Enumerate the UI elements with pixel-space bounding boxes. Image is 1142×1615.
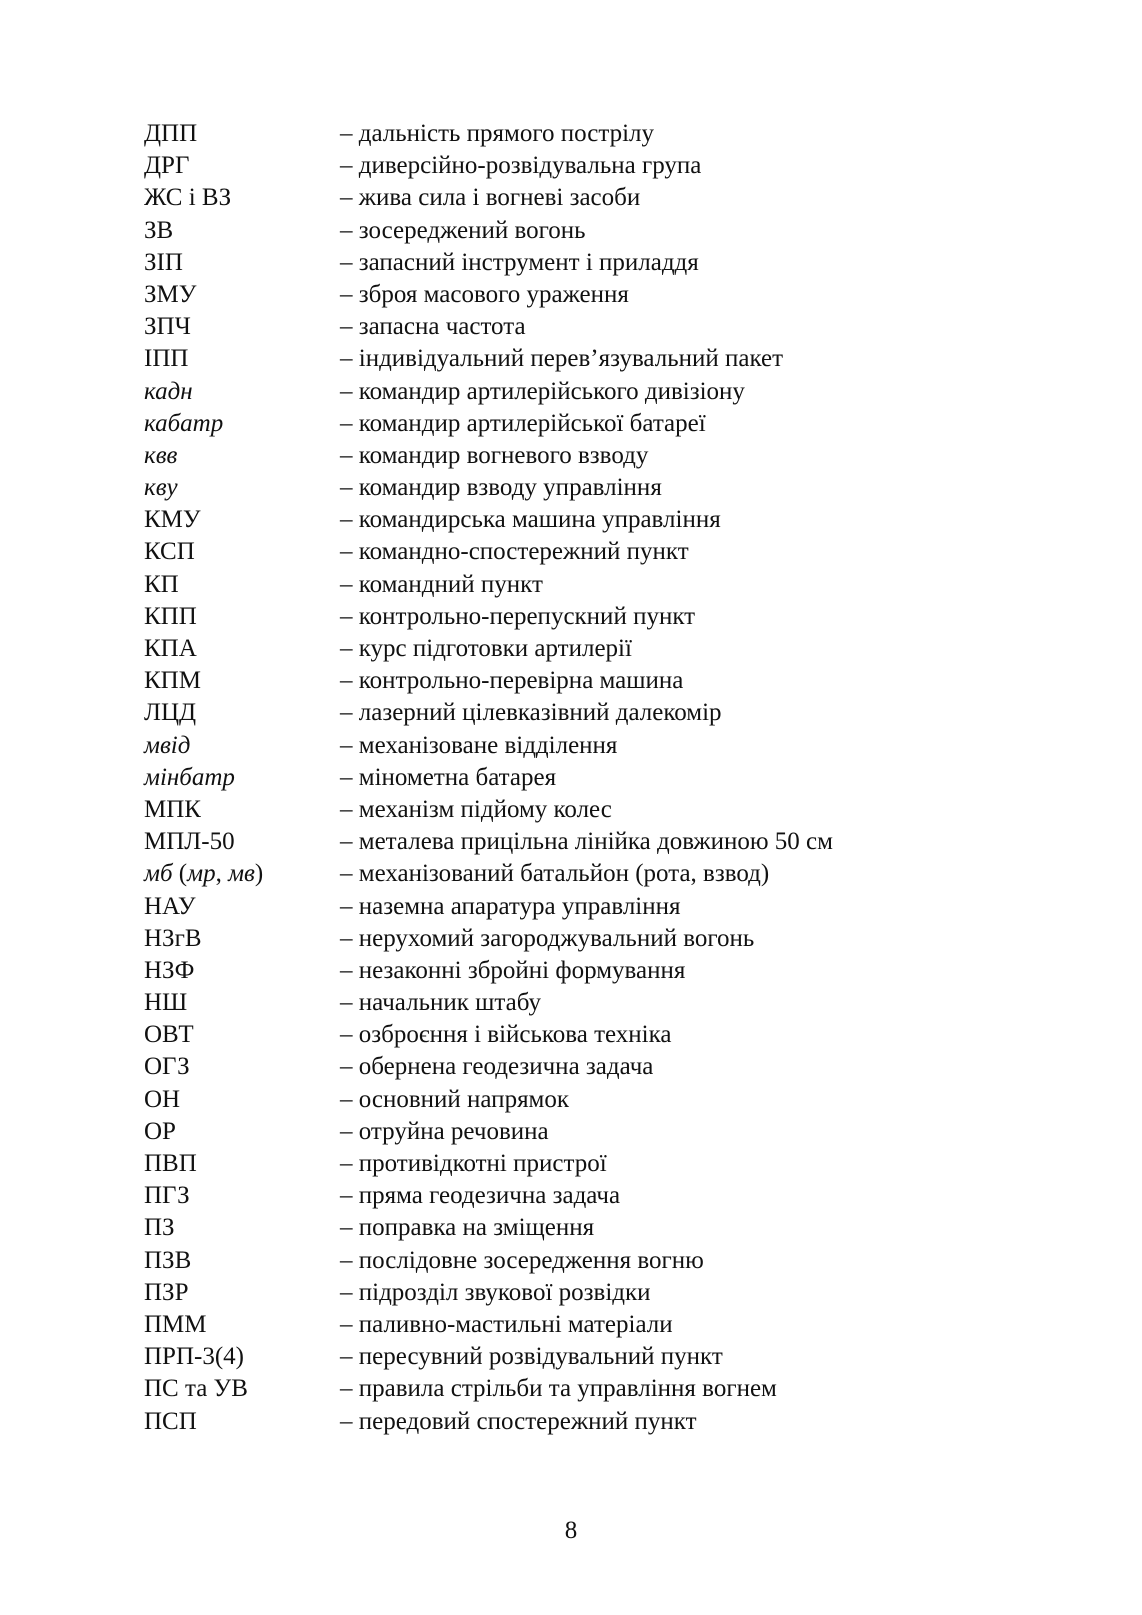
abbreviation-definition: – командир артилерійської батареї	[340, 409, 706, 437]
abbreviation-definition: – наземна апаратура управління	[340, 892, 681, 920]
abbreviation-row	[144, 923, 1044, 955]
abbreviation-term: ПСП	[144, 1407, 197, 1435]
abbreviation-term: КСП	[144, 538, 195, 566]
abbreviation-row	[144, 1051, 1044, 1083]
abbreviation-definition: – командир артилерійського дивізіону	[340, 377, 745, 405]
abbreviation-row	[144, 794, 1044, 826]
abbreviation-definition: – зосереджений вогонь	[340, 216, 586, 244]
abbreviation-definition: – підрозділ звукової розвідки	[340, 1278, 651, 1306]
abbreviation-row	[144, 1019, 1044, 1051]
abbreviation-row	[144, 987, 1044, 1019]
abbreviation-definition: – передовий спостережний пункт	[340, 1407, 697, 1435]
abbreviation-term: НЗгВ	[144, 924, 202, 952]
abbreviation-definition: – жива сила і вогневі засоби	[340, 184, 641, 212]
abbreviation-definition: – контрольно-перевірна машина	[340, 667, 684, 695]
abbreviation-term: ІПП	[144, 345, 189, 373]
abbreviation-term: ЗМУ	[144, 280, 197, 308]
abbreviation-definition: – дальність прямого пострілу	[340, 120, 654, 147]
abbreviation-definition: – командний пункт	[340, 570, 543, 598]
abbreviation-row	[144, 1148, 1044, 1180]
abbreviation-definition: – незаконні збройні формування	[340, 956, 686, 984]
abbreviation-term: КПА	[144, 635, 197, 662]
abbreviation-row	[144, 762, 1044, 794]
abbreviation-term: ЗПЧ	[144, 313, 191, 341]
abbreviation-row	[144, 601, 1044, 633]
abbreviation-term: НАУ	[144, 892, 196, 920]
abbreviation-term: КПП	[144, 602, 197, 630]
abbreviation-list	[144, 118, 1044, 1438]
abbreviation-definition: – пряма геодезична задача	[340, 1182, 621, 1210]
abbreviation-term: ПС та УВ	[144, 1375, 248, 1403]
abbreviation-row	[144, 665, 1044, 697]
abbreviation-term: ДРГ	[144, 152, 190, 180]
abbreviation-row	[144, 343, 1044, 375]
abbreviation-definition: – індивідуальний перев’язувальний пакет	[340, 345, 784, 373]
abbreviation-definition: – отруйна речовина	[340, 1117, 549, 1145]
abbreviation-row	[144, 1309, 1044, 1341]
abbreviation-term: ОВТ	[144, 1021, 194, 1049]
abbreviation-term: кабатр	[144, 409, 224, 437]
abbreviation-row	[144, 826, 1044, 858]
abbreviation-term: КМУ	[144, 506, 201, 534]
abbreviation-definition: – паливно-мастильні матеріали	[340, 1310, 673, 1338]
abbreviation-definition: – пересувний розвідувальний пункт	[340, 1343, 723, 1371]
abbreviation-term: МПК	[144, 795, 201, 823]
abbreviation-term: ЗВ	[144, 216, 174, 244]
abbreviation-definition: – правила стрільби та управління вогнем	[340, 1375, 777, 1403]
abbreviation-term: ОГЗ	[144, 1053, 190, 1081]
abbreviation-row	[144, 472, 1044, 504]
abbreviation-definition: – нерухомий загороджувальний вогонь	[340, 924, 755, 952]
abbreviation-term: ПЗ	[144, 1214, 175, 1242]
abbreviation-row	[144, 150, 1044, 182]
abbreviation-row	[144, 440, 1044, 472]
abbreviation-term: квв	[144, 441, 178, 469]
abbreviation-row	[144, 730, 1044, 762]
abbreviation-definition: – зброя масового ураження	[340, 280, 629, 308]
abbreviation-term: ПГЗ	[144, 1182, 190, 1210]
abbreviation-row	[144, 697, 1044, 729]
abbreviation-row	[144, 182, 1044, 214]
abbreviation-row	[144, 891, 1044, 923]
abbreviation-definition: – курс підготовки артилерії	[340, 635, 632, 662]
abbreviation-definition: – командир взводу управління	[340, 474, 662, 502]
abbreviation-definition: – контрольно-перепускний пункт	[340, 602, 696, 630]
abbreviation-row	[144, 955, 1044, 987]
abbreviation-definition: – поправка на зміщення	[340, 1214, 595, 1242]
abbreviation-row	[144, 504, 1044, 536]
abbreviation-row	[144, 1084, 1044, 1116]
abbreviation-term: МПЛ-50	[144, 828, 235, 856]
abbreviation-term: мвід	[144, 731, 191, 759]
abbreviation-term: КПМ	[144, 667, 201, 695]
abbreviation-row	[144, 408, 1044, 440]
abbreviation-row	[144, 215, 1044, 247]
abbreviation-definition: – противідкотні пристрої	[340, 1150, 607, 1177]
abbreviation-row	[144, 1116, 1044, 1148]
abbreviation-row	[144, 1180, 1044, 1212]
abbreviation-term: ПЗР	[144, 1278, 189, 1306]
abbreviation-definition: – запасний інструмент і приладдя	[340, 248, 699, 276]
abbreviation-term: ПВП	[144, 1150, 197, 1177]
abbreviation-row	[144, 536, 1044, 568]
abbreviation-definition: – механізоване відділення	[340, 731, 618, 759]
abbreviation-term: ЗІП	[144, 248, 183, 276]
abbreviation-definition: – командно-спостережний пункт	[340, 538, 689, 566]
abbreviation-term: ДПП	[144, 120, 198, 147]
abbreviation-definition: – механізм підйому колес	[340, 795, 612, 823]
abbreviation-term: кадн	[144, 377, 193, 405]
abbreviation-row	[144, 247, 1044, 279]
abbreviation-term: КП	[144, 570, 179, 598]
abbreviation-definition: – мінометна батарея	[340, 763, 557, 791]
abbreviation-row	[144, 1212, 1044, 1244]
abbreviation-term: ЖС і ВЗ	[144, 184, 232, 212]
abbreviation-definition: – запасна частота	[340, 313, 526, 341]
abbreviation-row	[144, 1373, 1044, 1405]
abbreviation-row	[144, 1245, 1044, 1277]
abbreviation-term: кву	[144, 474, 178, 502]
abbreviation-definition: – обернена геодезична задача	[340, 1053, 654, 1081]
abbreviation-term: ЛЦД	[144, 699, 197, 727]
abbreviation-term: ПЗВ	[144, 1246, 192, 1274]
abbreviation-definition: – диверсійно-розвідувальна група	[340, 152, 702, 180]
abbreviation-definition: – командирська машина управління	[340, 506, 721, 534]
abbreviation-row	[144, 1341, 1044, 1373]
abbreviation-row	[144, 858, 1044, 890]
abbreviation-definition: – командир вогневого взводу	[340, 441, 649, 469]
abbreviation-term: ПММ	[144, 1310, 207, 1338]
abbreviation-definition: – лазерний цілевказівний далекомір	[340, 699, 722, 727]
abbreviation-row	[144, 376, 1044, 408]
abbreviation-definition: – озброєння і військова техніка	[340, 1021, 672, 1049]
page-number: 8	[564, 1517, 578, 1544]
abbreviation-term: ОН	[144, 1085, 181, 1113]
abbreviation-term: НШ	[144, 989, 188, 1017]
abbreviation-definition: – послідовне зосередження вогню	[340, 1246, 704, 1274]
abbreviation-definition: – основний напрямок	[340, 1085, 570, 1113]
abbreviation-term: ПРП-3(4)	[144, 1343, 244, 1371]
abbreviation-term: мб (мр, мв)	[144, 860, 264, 888]
abbreviation-definition: – начальник штабу	[340, 989, 541, 1017]
abbreviation-row	[144, 279, 1044, 311]
abbreviation-row	[144, 633, 1044, 665]
abbreviation-row	[144, 311, 1044, 343]
abbreviation-term: НЗФ	[144, 956, 195, 984]
abbreviation-row	[144, 1277, 1044, 1309]
abbreviation-row	[144, 569, 1044, 601]
abbreviation-row	[144, 1406, 1044, 1438]
abbreviation-term: ОР	[144, 1117, 176, 1145]
abbreviation-definition: – механізований батальйон (рота, взвод)	[340, 860, 770, 888]
abbreviation-row	[144, 118, 1044, 150]
abbreviation-term: мінбатр	[144, 763, 235, 791]
abbreviation-definition: – металева прицільна лінійка довжиною 50 см	[340, 828, 833, 856]
